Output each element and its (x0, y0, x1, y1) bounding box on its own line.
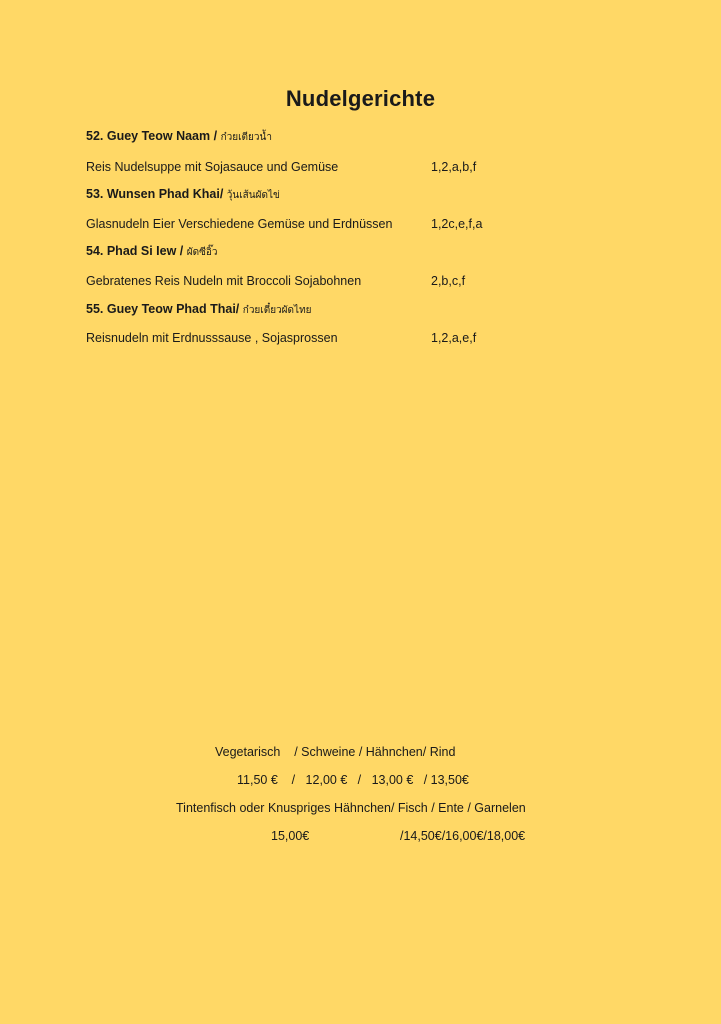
price-values-meat: 11,50 € / 12,00 € / 13,00 € / 13,50€ (237, 773, 469, 787)
dish-heading-54 (86, 244, 218, 260)
dish-description: Reisnudeln mit Erdnusssause , Sojasprossen (86, 331, 338, 345)
dish-name: 53. Wunsen Phad Khai/ (86, 187, 224, 201)
dish-thai-name: ก๋วยเตี๋ยวผัดไทย (242, 305, 312, 316)
price-options-special: Tintenfisch oder Knuspriges Hähnchen/ Fisch / Ente / Garnelen (176, 801, 526, 815)
dish-thai-name: วุ้นเส้นผัดไข่ (226, 190, 280, 201)
dish-allergen-codes: 1,2c,e,f,a (431, 217, 483, 231)
dish-description: Reis Nudelsuppe mit Sojasauce und Gemüse (86, 160, 339, 174)
dish-heading-53 (86, 187, 280, 203)
dish-allergen-codes: 1,2,a,b,f (431, 160, 477, 174)
dish-heading-55 (86, 302, 312, 318)
price-values-special-rest: /14,50€/16,00€/18,00€ (400, 829, 526, 843)
dish-name: 52. Guey Teow Naam / (86, 129, 218, 143)
dish-heading-52 (86, 129, 272, 145)
dish-description: Glasnudeln Eier Verschiedene Gemüse und Erdnüssen (86, 217, 393, 231)
page-title: Nudelgerichte (285, 86, 436, 111)
dish-name: 54. Phad Si Iew / (86, 244, 184, 258)
dish-description: Gebratenes Reis Nudeln mit Broccoli Sojabohnen (86, 274, 362, 288)
price-options-meat: Vegetarisch / Schweine / Hähnchen/ Rind (215, 745, 456, 759)
dish-thai-name: ผัดซีอิ๊ว (186, 247, 218, 258)
dish-name: 55. Guey Teow Phad Thai/ (86, 302, 240, 316)
price-value-special-first: 15,00€ (271, 829, 310, 843)
dish-allergen-codes: 2,b,c,f (431, 274, 466, 288)
dish-thai-name: ก๋วยเตียวน้ำ (220, 132, 272, 143)
dish-allergen-codes: 1,2,a,e,f (431, 331, 477, 345)
